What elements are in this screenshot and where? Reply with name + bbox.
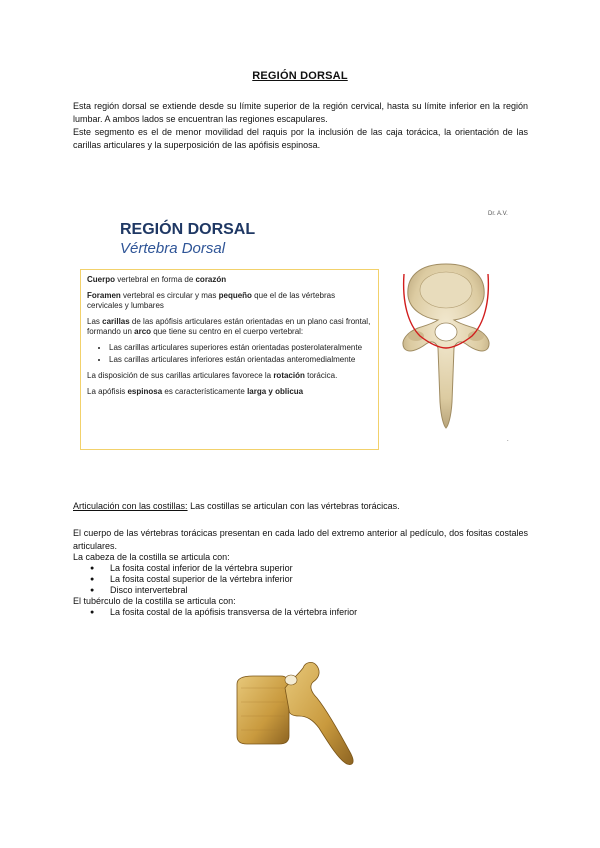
head-label: La cabeza de la costilla se articula con:	[73, 552, 230, 562]
intro-paragraph-2: Este segmento es el de menor movilidad del raquis por la inclusión de las caja torácica, la orientación de las carillas articulares y la superposición de las apófisis espinosa.	[73, 127, 528, 150]
list-item: ● La fosita costal inferior de la vértebra superior	[110, 563, 528, 574]
slide-subtitle: Vértebra Dorsal	[120, 240, 226, 257]
list-item: ● La fosita costal superior de la vértebra inferior	[110, 574, 528, 585]
slide-title: REGIÓN DORSAL	[120, 221, 256, 238]
page-title: REGIÓN DORSAL	[252, 70, 348, 82]
info-carillas: Las carillas de las apófisis articulares están orientadas en un plano casi frontal, formando un arco que tiene su centro en el cuerpo vertebral:	[87, 317, 371, 336]
list-item: • Las carillas articulares inferiores están orientadas anteromedialmente	[109, 355, 372, 365]
slide-dot: .	[507, 437, 509, 443]
section-heading: Articulación con las costillas:	[73, 501, 188, 511]
tubercle-label: El tubérculo de la costilla se articula con:	[73, 596, 236, 606]
intro-text	[73, 100, 528, 152]
info-rotation: La disposición de sus carillas articulares favorece la rotación torácica.	[87, 371, 338, 380]
list-item: • Las carillas articulares superiores están orientadas posterolateralmente	[109, 343, 372, 353]
list-item: ● Disco intervertebral	[110, 585, 528, 596]
slide-author: Dr. A.V.	[488, 211, 508, 217]
info-carillas-list	[87, 343, 372, 365]
thoracic-vertebra-side-view-image	[233, 658, 361, 768]
info-body-shape: Cuerpo vertebral en forma de corazón	[87, 275, 227, 284]
thoracic-vertebra-top-view-image	[390, 262, 502, 430]
head-list	[73, 563, 528, 596]
ribs-articulation-heading	[73, 500, 528, 512]
section-heading-text: Las costillas se articulan con las vértebras torácicas.	[187, 501, 400, 511]
info-spinous: La apófisis espinosa es característicamente larga y oblicua	[87, 387, 304, 396]
tubercle-list	[73, 607, 528, 618]
list-item: ● La fosita costal de la apófisis transversa de la vértebra inferior	[110, 607, 528, 618]
info-foramen: Foramen vertebral es circular y mas pequeño que el de las vértebras cervicales y lumbares	[87, 291, 336, 310]
ribs-lists	[73, 552, 528, 618]
slide-info-box	[80, 269, 379, 450]
intro-paragraph-1: Esta región dorsal se extiende desde su límite superior de la región cervical, hasta su límite inferior en la región lumbar. A ambos lados se encuentran las regiones escapulares.	[73, 101, 528, 124]
ribs-paragraph: El cuerpo de las vértebras torácicas presentan en cada lado del extremo anterior al pedículo, dos fositas costales articulares.	[73, 528, 528, 551]
